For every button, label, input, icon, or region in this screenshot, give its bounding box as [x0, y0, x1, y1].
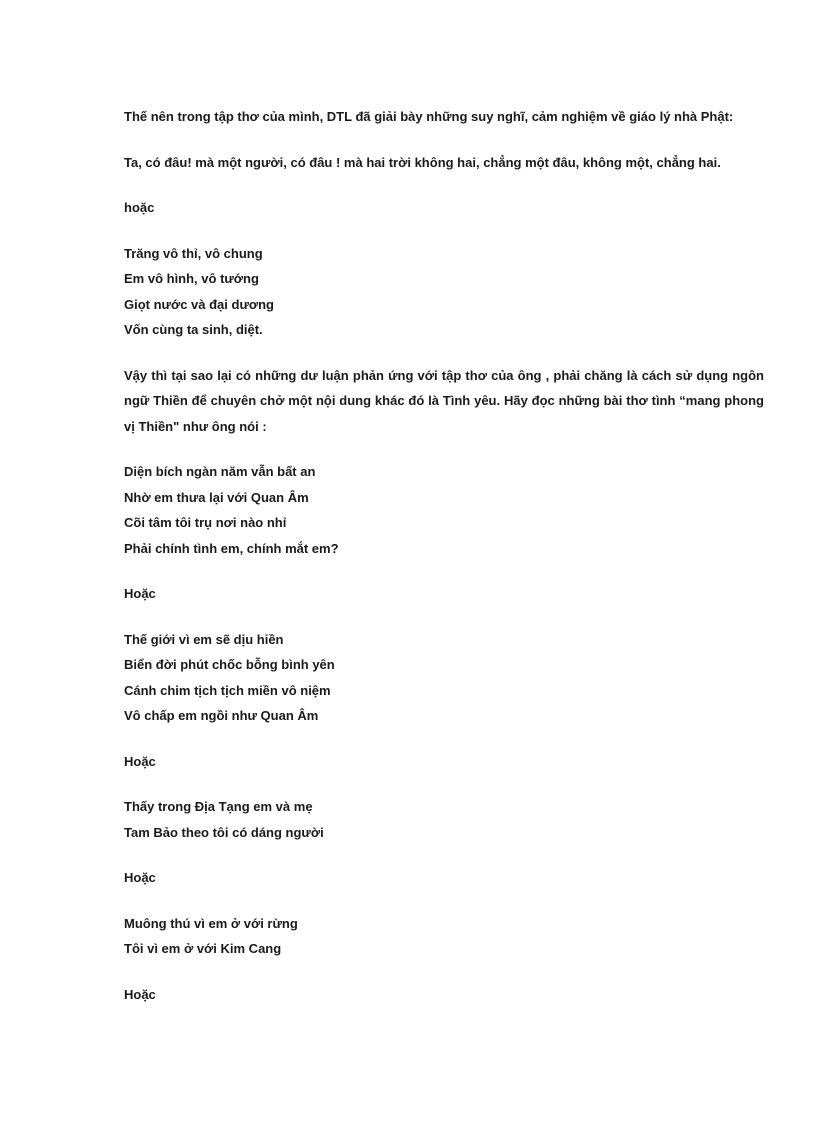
connector-hoac-2: Hoặc — [124, 586, 156, 601]
poem-line: Tam Bảo theo tôi có dáng người — [124, 824, 324, 840]
poem-line: Tôi vì em ở với Kim Cang — [124, 941, 282, 956]
poem-line: Biển đời phút chốc bỗng bình yên — [124, 657, 335, 672]
poem-line: Diện bích ngàn năm vẫn bất an — [124, 464, 316, 479]
poem-line: Thấy trong Địa Tạng em và mẹ — [124, 799, 313, 814]
poem-line: Muông thú vì em ở với rừng — [124, 915, 298, 931]
poem-5 — [124, 911, 764, 962]
intro-paragraph: Thế nên trong tập thơ của mình, DTL đã giải bày những suy nghĩ, cảm nghiệm về giáo lý nhà Phật: — [124, 109, 734, 124]
poem-line: Em vô hình, vô tướng — [124, 271, 259, 286]
document-page — [124, 104, 764, 1027]
poem-line: Phải chính tình em, chính mắt em? — [124, 540, 339, 556]
essay-paragraph: Vậy thì tại sao lại có những dư luận phản ứng với tập thơ của ông , phải chăng là cách sử dụng ngôn ngữ Thiền để chuyên chở một nội dung khác đó là Tình yêu. Hãy đọc những bài thơ tình “mang phong vị Thiền" như ông nói : — [124, 367, 764, 434]
poem-4 — [124, 794, 764, 845]
poem-line: Trăng vô thỉ, vô chung — [124, 245, 263, 261]
poem-line: Vô chấp em ngồi như Quan Âm — [124, 708, 319, 723]
poem-1 — [124, 241, 764, 343]
poem-3 — [124, 627, 764, 729]
connector-hoac-1: hoặc — [124, 200, 155, 215]
connector-hoac-3: Hoặc — [124, 753, 156, 769]
connector-hoac-5: Hoặc — [124, 986, 156, 1002]
poem-line: Vốn cùng ta sinh, diệt. — [124, 322, 263, 337]
poem-line: Thế giới vì em sẽ dịu hiền — [124, 631, 284, 647]
poem-line: Giọt nước và đại dương — [124, 296, 274, 312]
poem-line: Cõi tâm tôi trụ nơi nào nhỉ — [124, 515, 287, 530]
poem-2 — [124, 459, 764, 561]
quote-paragraph: Ta, có đâu! mà một người, có đâu ! mà hai trời không hai, chẳng một đâu, không một, chẳng hai. — [124, 154, 721, 170]
poem-line: Cánh chim tịch tịch miền vô niệm — [124, 682, 331, 698]
poem-line: Nhờ em thưa lại với Quan Âm — [124, 489, 309, 505]
connector-hoac-4: Hoặc — [124, 870, 156, 885]
